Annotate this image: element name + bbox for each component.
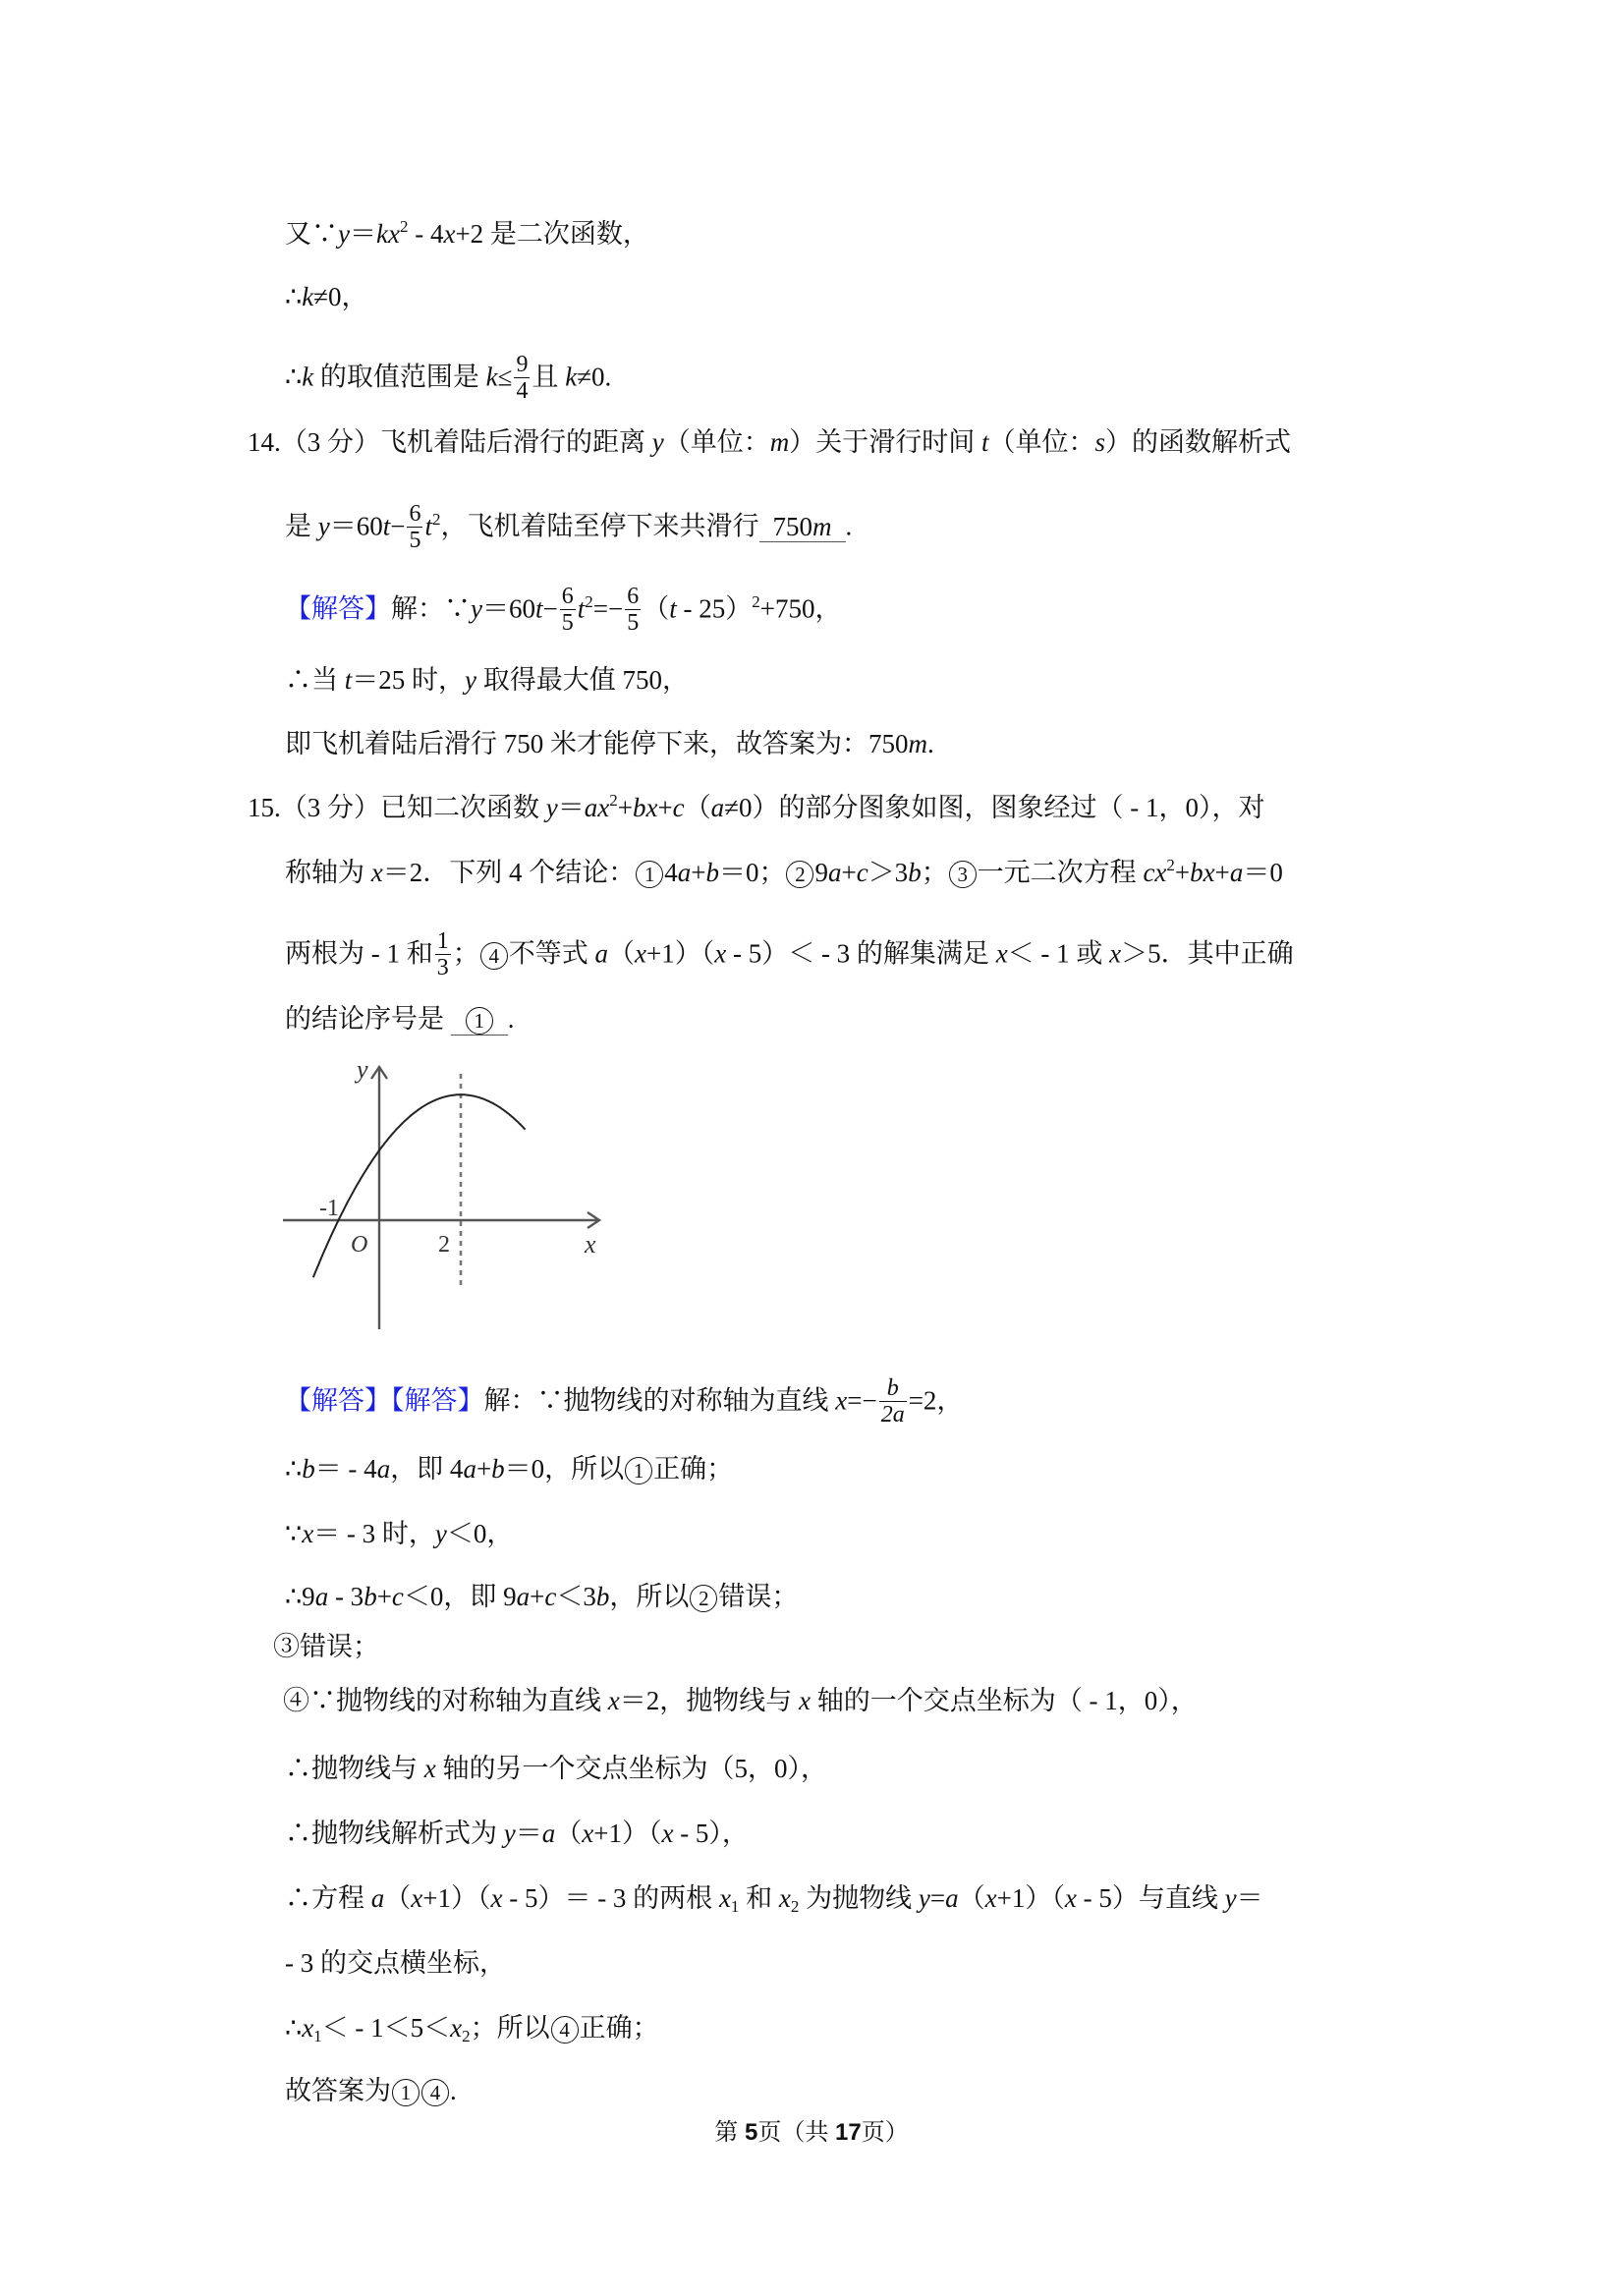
- parabola-curve: [313, 1094, 526, 1277]
- q14-solution-line-3: 即飞机着陆后滑行 750 米才能停下来，故答案为：750m.: [285, 729, 934, 758]
- prev-solution-line-3: ∴k 的取值范围是 k≤ $\frac{9}{4}$ 且 k≠0.: [285, 352, 612, 404]
- fraction-6-5: $\frac{6}{5}$: [561, 584, 574, 636]
- q14-stem-line-1: 14.（3 分）飞机着陆后滑行的距离 y（单位：m）关于滑行时间 t（单位：s）的函数解析式: [248, 427, 1292, 457]
- q15-solution-line-1: 【解答】【解答】解：∵抛物线的对称轴为直线 x=− $\frac{b}{2a}$ =2，: [285, 1375, 964, 1428]
- circled-number-1: 1: [392, 2079, 420, 2106]
- q15-solution-line-2: ∴b＝ - 4a，即 4a+b＝0，所以 1 正确；: [285, 1454, 734, 1484]
- q15-number: 15.: [248, 793, 281, 822]
- total-pages: 17: [835, 2119, 862, 2146]
- circled-number-1: 1: [636, 861, 663, 888]
- q14-number: 14.: [248, 427, 281, 457]
- q15-stem-line-1: 15.（3 分）已知二次函数 $y=ax^2+bx+c(a\ne 0)$的部分图象如图，图象经过（ - 1，0），对: [248, 791, 1265, 822]
- circled-number-1: 1: [625, 1457, 652, 1484]
- solution-tag: 【解答】: [391, 1385, 484, 1416]
- fraction-6-5: $\frac{6}{5}$: [409, 501, 421, 553]
- circled-number-4: 4: [480, 942, 508, 970]
- origin-label: O: [351, 1232, 368, 1258]
- fraction-1-3: $\frac{1}{3}$: [436, 928, 449, 980]
- circled-number-4: 4: [421, 2079, 449, 2106]
- page-footer: 第 5页（共 17页）: [714, 2119, 909, 2146]
- fraction-9-4: $\frac{9}{4}$: [516, 352, 529, 404]
- circled-number-4: 4: [551, 2016, 579, 2044]
- q15-solution-line-11: $\therefore x_1< - 1<5<x_2$；所以 4 正确；: [285, 2013, 659, 2045]
- q14-stem-line-2: 是 y＝60t− $\frac{6}{5}$ $t^2$，飞机着陆至停下来共滑行 750m .: [285, 501, 853, 553]
- q14-answer-blank: 750m: [759, 512, 846, 542]
- q15-solution-line-9: ∴方程 a（x+1）（x - 5）＝ - 3 的两根 $x_1$ 和 $x_2$ 为抛物线 y=a（x+1）（x - 5）与直线 y＝: [285, 1883, 1263, 1916]
- q15-solution-line-4: ∴9a - 3b+c＜0，即 9a+c＜3b，所以 2 错误；: [285, 1582, 799, 1611]
- q15-stem-line-4: 的结论序号是 1 .: [285, 1004, 515, 1034]
- q14-solution-line-2: ∴当 t＝25 时，y 取得最大值 750，: [285, 665, 689, 695]
- current-page-number: 5: [744, 2119, 758, 2146]
- circled-number-2: 2: [786, 861, 813, 888]
- q15-solution-line-7: ∴抛物线与 x 轴的另一个交点坐标为（5，0），: [285, 1754, 827, 1783]
- circled-number-2: 2: [690, 1585, 717, 1612]
- tick-label-2: 2: [438, 1232, 450, 1258]
- circled-number-1: 1: [466, 1007, 493, 1035]
- q15-stem-line-2: 称轴为 x＝2．下列 4 个结论： 1 4a+b＝0； 2 9a+c＞3b； 3 一元二次方程 $cx^2+bx+a=0$: [285, 856, 1283, 887]
- q15-solution-line-12: 故答案为 1 4 .: [285, 2076, 457, 2105]
- q15-solution-line-5: ③错误；: [273, 1632, 379, 1661]
- q15-solution-line-10: - 3 的交点横坐标，: [285, 1948, 506, 1978]
- prev-solution-line-2: ∴k≠0，: [285, 282, 368, 311]
- q15-solution-line-3: ∵x＝ - 3 时，y＜0，: [285, 1519, 514, 1548]
- fraction-6-5: $\frac{6}{5}$: [627, 584, 640, 636]
- prev-solution-line-1: 又$\because y=kx^2 - 4x+2$ 是二次函数，: [285, 217, 649, 249]
- fraction-b-2a: $\frac{b}{2a}$: [880, 1375, 905, 1428]
- q15-stem-line-3: 两根为 - 1 和 $\frac{1}{3}$ ； 4 不等式 a（x+1）（x - 5）＜ - 3 的解集满足 x＜ - 1 或 x＞5．其中正确: [285, 928, 1294, 980]
- x-axis-label: x: [585, 1230, 596, 1259]
- q15-solution-line-6: ④∵抛物线的对称轴为直线 x＝2，抛物线与 x 轴的一个交点坐标为（ - 1，0），: [283, 1686, 1198, 1715]
- y-axis-label: y: [357, 1055, 368, 1084]
- q14-solution-line-1: 【解答】解：∵y＝60t− $\frac{6}{5}$ $t^2=-$ $\frac{6}{5}$ （t - 25）$^2$+750，: [285, 584, 842, 636]
- solution-tag: 【解答】: [285, 593, 391, 624]
- solution-tag: 【解答】: [285, 1385, 391, 1416]
- q15-solution-line-8: ∴抛物线解析式为 y＝a（x+1）（x - 5），: [285, 1819, 749, 1848]
- tick-label-neg1: -1: [319, 1196, 339, 1221]
- circled-number-3: 3: [949, 861, 977, 888]
